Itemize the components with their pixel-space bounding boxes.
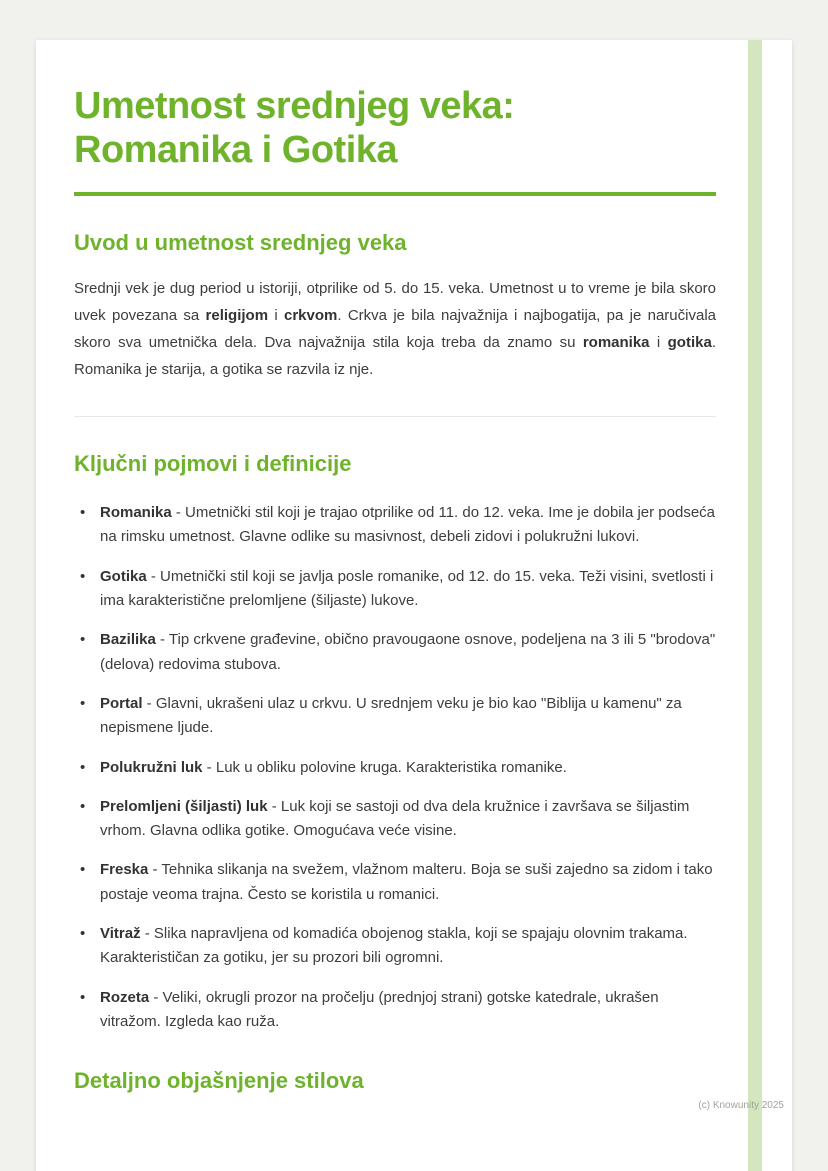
text-segment: Srednji vek je dug period u istoriji, otprilike od 5. do 15. veka. Umetnost u to vreme je bila skoro uvek povezana sa xyxy=(74,279,716,324)
term-definition: - Veliki, okrugli prozor na pročelju (prednjoj strani) gotske katedrale, ukrašen vitražom. Izgleda kao ruža. xyxy=(100,988,659,1030)
list-item xyxy=(80,565,716,614)
list-item xyxy=(80,628,716,677)
key-term-inline: romanika xyxy=(582,334,650,352)
key-term-inline: crkvom xyxy=(283,306,338,324)
text-segment: i xyxy=(649,334,668,352)
text-segment: . Romanika je starija, a gotika se razvila iz nje. xyxy=(74,334,716,379)
section-divider xyxy=(74,416,716,417)
section-heading-detaljno: Detaljno objašnjenje stilova xyxy=(74,1068,364,1094)
title-divider xyxy=(74,192,716,196)
text-segment: i xyxy=(268,306,284,324)
terms-list xyxy=(74,501,716,1034)
term-definition: - Glavni, ukrašeni ulaz u crkvu. U srednjem veku je bio kao "Biblija u kamenu" za nepismene ljude. xyxy=(100,694,682,737)
term-definition: - Umetnički stil koji se javlja posle romanike, od 12. do 15. veka. Teži visini, svetlosti i ima karakteristične prelomljene (šiljaste) lukove. xyxy=(100,567,714,610)
key-term: Prelomljeni (šiljasti) luk xyxy=(100,797,268,815)
key-term: Portal xyxy=(100,694,143,712)
list-item xyxy=(80,692,716,741)
list-item xyxy=(80,795,716,844)
key-term-inline: gotika xyxy=(667,334,712,352)
section-heading-pojmovi: Ključni pojmovi i definicije xyxy=(74,450,352,476)
document-title: Umetnost srednjeg veka: Romanika i Gotika xyxy=(74,85,515,172)
key-term: Romanika xyxy=(100,504,172,522)
key-term: Polukružni luk xyxy=(100,758,203,776)
section-heading-uvod: Uvod u umetnost srednjeg veka xyxy=(74,230,407,256)
key-term: Bazilika xyxy=(100,631,156,649)
list-item xyxy=(80,858,716,907)
key-term: Freska xyxy=(100,861,149,879)
list-item xyxy=(80,756,716,780)
term-definition: - Luk koji se sastoji od dva dela kružnice i završava se šiljastim vrhom. Glavna odlika gotike. Omogućava veće visine. xyxy=(100,797,690,840)
intro-paragraph xyxy=(74,275,716,384)
list-item xyxy=(80,986,716,1035)
term-definition: - Slika napravljena od komadića obojenog stakla, koji se spajaju olovnim trakama. Karakterističan za gotiku, jer su prozori bili ogromni. xyxy=(100,924,688,967)
term-definition: - Umetnički stil koji je trajao otprilike od 11. do 12. veka. Ime je dobila jer podseća na rimsku umetnost. Glavne odlike su masivnost, debeli zidovi i polukružni lukovi. xyxy=(100,504,716,546)
document-card xyxy=(36,40,792,1171)
list-item xyxy=(80,922,716,971)
key-term-inline: religijom xyxy=(205,306,269,324)
document-content xyxy=(36,40,792,1095)
term-definition: - Tip crkvene građevine, obično pravougaone osnove, podeljena na 3 ili 5 "brodova" (delova) redovima stubova. xyxy=(100,631,716,673)
key-term: Rozeta xyxy=(100,988,150,1006)
text-segment: . Crkva je bila najvažnija i najbogatija, pa je naručivala skoro sva umetnička dela. Dva najvažnija stila koja treba da znamo su xyxy=(74,306,716,352)
footer-credit: (c) Knowunity 2025 xyxy=(698,1100,784,1111)
term-definition: - Tehnika slikanja na svežem, vlažnom malteru. Boja se suši zajedno sa zidom i tako postaje veoma trajna. Često se koristila u romanici. xyxy=(100,861,713,903)
key-term: Vitraž xyxy=(100,924,141,942)
term-definition: - Luk u obliku polovine kruga. Karakteristika romanike. xyxy=(202,758,567,776)
list-item xyxy=(80,501,716,550)
key-term: Gotika xyxy=(100,567,147,585)
